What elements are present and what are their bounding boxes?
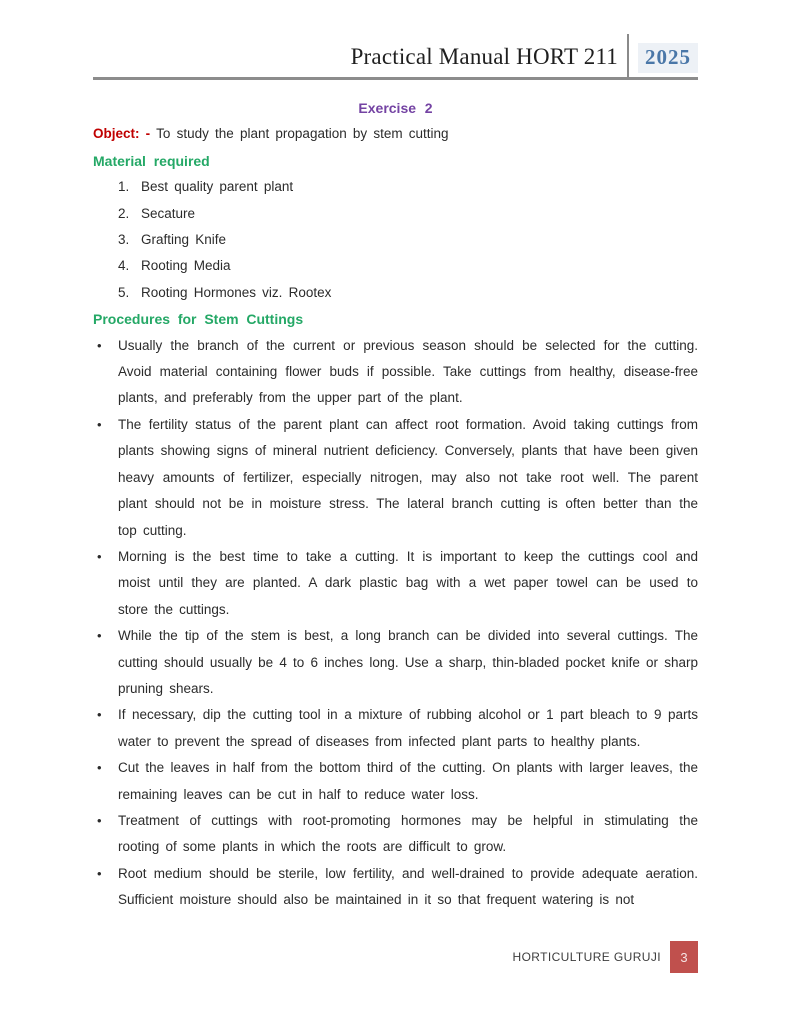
- procedure-item-text: Usually the branch of the current or previous season should be selected for the cutting. Avoid material containing flower buds if possible. Take cuttings from healthy, disease-free plants, and preferably from the upper part of the plant.: [118, 337, 698, 406]
- page-footer: [513, 941, 699, 973]
- materials-heading: Material required: [93, 152, 210, 169]
- materials-list: [93, 174, 698, 306]
- procedure-item: [93, 333, 698, 412]
- material-item-number: 4.: [118, 258, 130, 274]
- bullet-icon: •: [97, 812, 102, 828]
- material-item: [93, 174, 698, 200]
- footer-brand-text: HORTICULTURE GURUJI: [512, 950, 661, 964]
- procedure-item-text: Treatment of cuttings with root-promoting hormones may be helpful in stimulating the rooting of some plants in which the roots are difficult to grow.: [118, 812, 698, 855]
- material-item: [93, 253, 698, 279]
- bullet-icon: •: [97, 416, 102, 432]
- material-item-number: 5.: [118, 284, 130, 300]
- bullet-icon: •: [97, 707, 102, 723]
- bullet-icon: •: [97, 548, 102, 564]
- exercise-title: Exercise 2: [358, 100, 433, 116]
- bullet-icon: •: [97, 628, 102, 644]
- procedure-item-text: While the tip of the stem is best, a long branch can be divided into several cuttings. The cutting should usually be 4 to 6 inches long. Use a sharp, thin-bladed pocket knife or sharp pruning shears.: [118, 628, 698, 696]
- object-line: [93, 121, 698, 147]
- page-header: [93, 0, 698, 80]
- procedure-item: [93, 412, 698, 544]
- procedure-item-text: If necessary, dip the cutting tool in a mixture of rubbing alcohol or 1 part bleach to 9 parts water to prevent the spread of diseases from infected plant parts to healthy plants.: [118, 707, 698, 749]
- procedure-item: [93, 623, 698, 702]
- procedure-item: [93, 755, 698, 808]
- material-item-number: 2.: [118, 205, 130, 221]
- material-item: [93, 201, 698, 227]
- material-item-number: 3.: [118, 232, 130, 248]
- bullet-icon: •: [97, 865, 102, 881]
- object-text: To study the plant propagation by stem cutting: [156, 126, 449, 142]
- procedure-item: [93, 861, 698, 914]
- procedure-item: [93, 702, 698, 755]
- bullet-icon: •: [97, 760, 102, 776]
- material-item-text: Best quality parent plant: [141, 179, 294, 195]
- material-item: [93, 280, 698, 306]
- procedure-item-text: Cut the leaves in half from the bottom third of the cutting. On plants with larger leaves, the remaining leaves can be cut in half to reduce water loss.: [118, 760, 698, 802]
- material-item-number: 1.: [118, 179, 130, 195]
- document-body: [93, 80, 698, 914]
- header-divider-line: [627, 34, 629, 77]
- material-item-text: Grafting Knife: [141, 232, 226, 248]
- material-item-text: Rooting Hormones viz. Rootex: [141, 284, 332, 300]
- material-item: [93, 227, 698, 253]
- procedure-item-text: Root medium should be sterile, low fertility, and well-drained to provide adequate aeration. Sufficient moisture should also be maintained in it so that frequent watering is not: [118, 865, 698, 908]
- bullet-icon: •: [97, 337, 102, 353]
- procedures-heading: Procedures for Stem Cuttings: [93, 311, 304, 328]
- procedures-list: [93, 333, 698, 914]
- page-number-badge: 3: [670, 941, 698, 973]
- procedure-item: [93, 544, 698, 623]
- procedure-item: [93, 808, 698, 861]
- material-item-text: Secature: [141, 205, 196, 221]
- header-year-badge: 2025: [638, 43, 698, 73]
- procedure-item-text: Morning is the best time to take a cutting. It is important to keep the cuttings cool and moist until they are planted. A dark plastic bag with a wet paper towel can be used to store the cuttings.: [118, 548, 698, 617]
- procedure-item-text: The fertility status of the parent plant can affect root formation. Avoid taking cuttings from plants showing signs of mineral nutrient deficiency. Conversely, plants that have been given heavy amounts of fertilizer, especially nitrogen, may also not take root well. The parent plant should not be in moisture stress. The lateral branch cutting is often better than the top cutting.: [118, 416, 698, 538]
- object-label: Object: -: [93, 126, 151, 142]
- header-title: Practical Manual HORT 211: [350, 44, 618, 69]
- material-item-text: Rooting Media: [141, 258, 231, 274]
